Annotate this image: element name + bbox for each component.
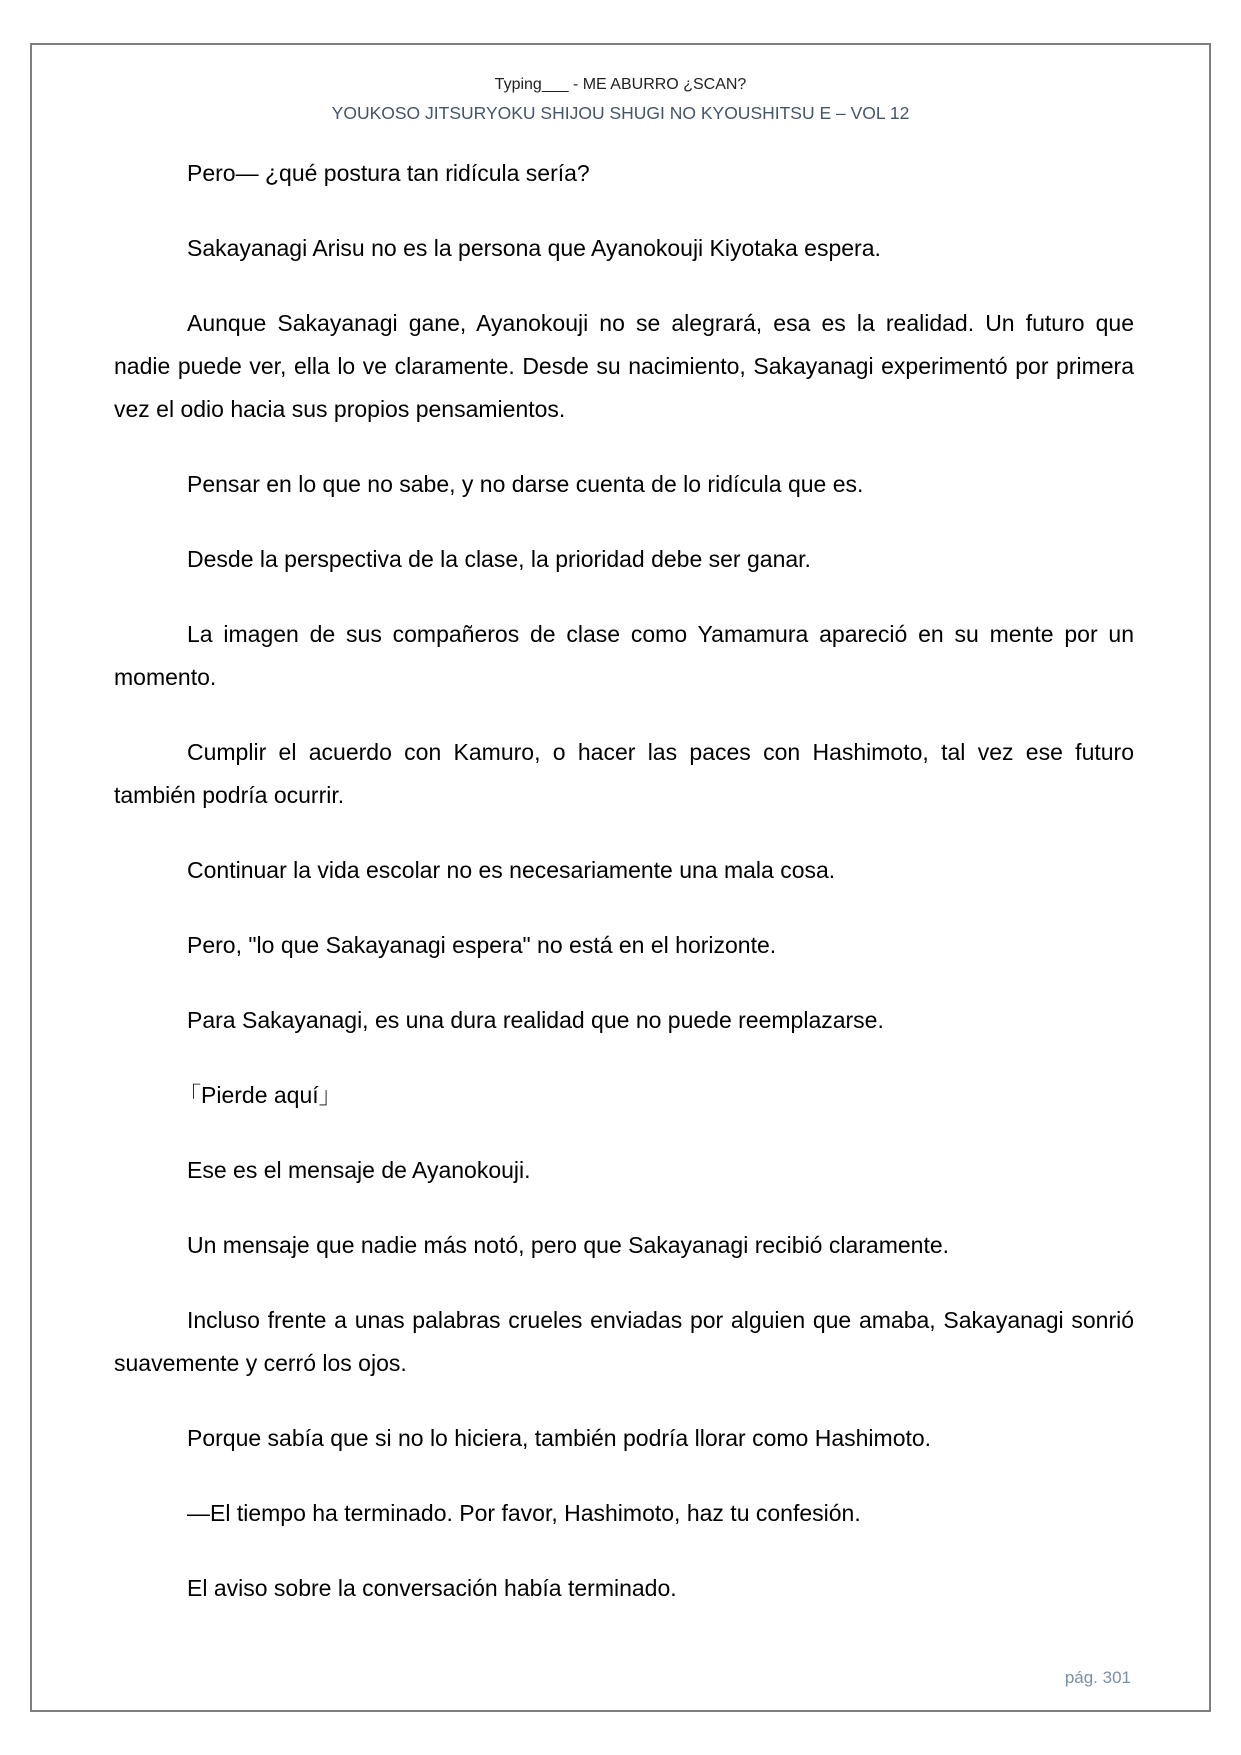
paragraph: Ese es el mensaje de Ayanokouji. (187, 1157, 531, 1183)
paragraph: Desde la perspectiva de la clase, la prioridad debe ser ganar. (187, 546, 811, 572)
paragraph: Continuar la vida escolar no es necesariamente una mala cosa. (187, 857, 836, 883)
paragraph: Incluso frente a unas palabras crueles enviadas por alguien que amaba, Sakayanagi sonrió suavemente y cerró los ojos. (114, 1307, 1134, 1376)
paragraph: Pero— ¿qué postura tan ridícula sería? (187, 160, 590, 186)
paragraph: Para Sakayanagi, es una dura realidad que no puede reemplazarse. (187, 1007, 884, 1033)
paragraph: 「Pierde aquí」 (178, 1082, 342, 1108)
paragraph: La imagen de sus compañeros de clase como Yamamura apareció en su mente por un momento. (114, 621, 1134, 690)
paragraph: —El tiempo ha terminado. Por favor, Hashimoto, haz tu confesión. (187, 1500, 861, 1526)
paragraph: Cumplir el acuerdo con Kamuro, o hacer las paces con Hashimoto, tal vez ese futuro también podría ocurrir. (114, 739, 1134, 808)
page-number: pág. 301 (1064, 1668, 1131, 1687)
paragraph: Porque sabía que si no lo hiciera, también podría llorar como Hashimoto. (187, 1425, 932, 1451)
paragraph: Un mensaje que nadie más notó, pero que Sakayanagi recibió claramente. (187, 1232, 950, 1258)
paragraph: Pero, "lo que Sakayanagi espera" no está en el horizonte. (187, 932, 777, 958)
paragraph: El aviso sobre la conversación había terminado. (187, 1575, 677, 1601)
paragraph: Aunque Sakayanagi gane, Ayanokouji no se alegrará, esa es la realidad. Un futuro que nadie puede ver, ella lo ve claramente. Desde su nacimiento, Sakayanagi experimentó por primera vez el odio hacia sus propios pensamientos. (114, 310, 1134, 422)
header-title: YOUKOSO JITSURYOKU SHIJOU SHUGI NO KYOUSHITSU E – VOL 12 (331, 103, 910, 123)
document-body (114, 152, 1134, 1642)
paragraph: Sakayanagi Arisu no es la persona que Ayanokouji Kiyotaka espera. (187, 235, 881, 261)
header-credit: Typing___ - ME ABURRO ¿SCAN? (494, 76, 747, 93)
paragraph: Pensar en lo que no sabe, y no darse cuenta de lo ridícula que es. (187, 471, 864, 497)
